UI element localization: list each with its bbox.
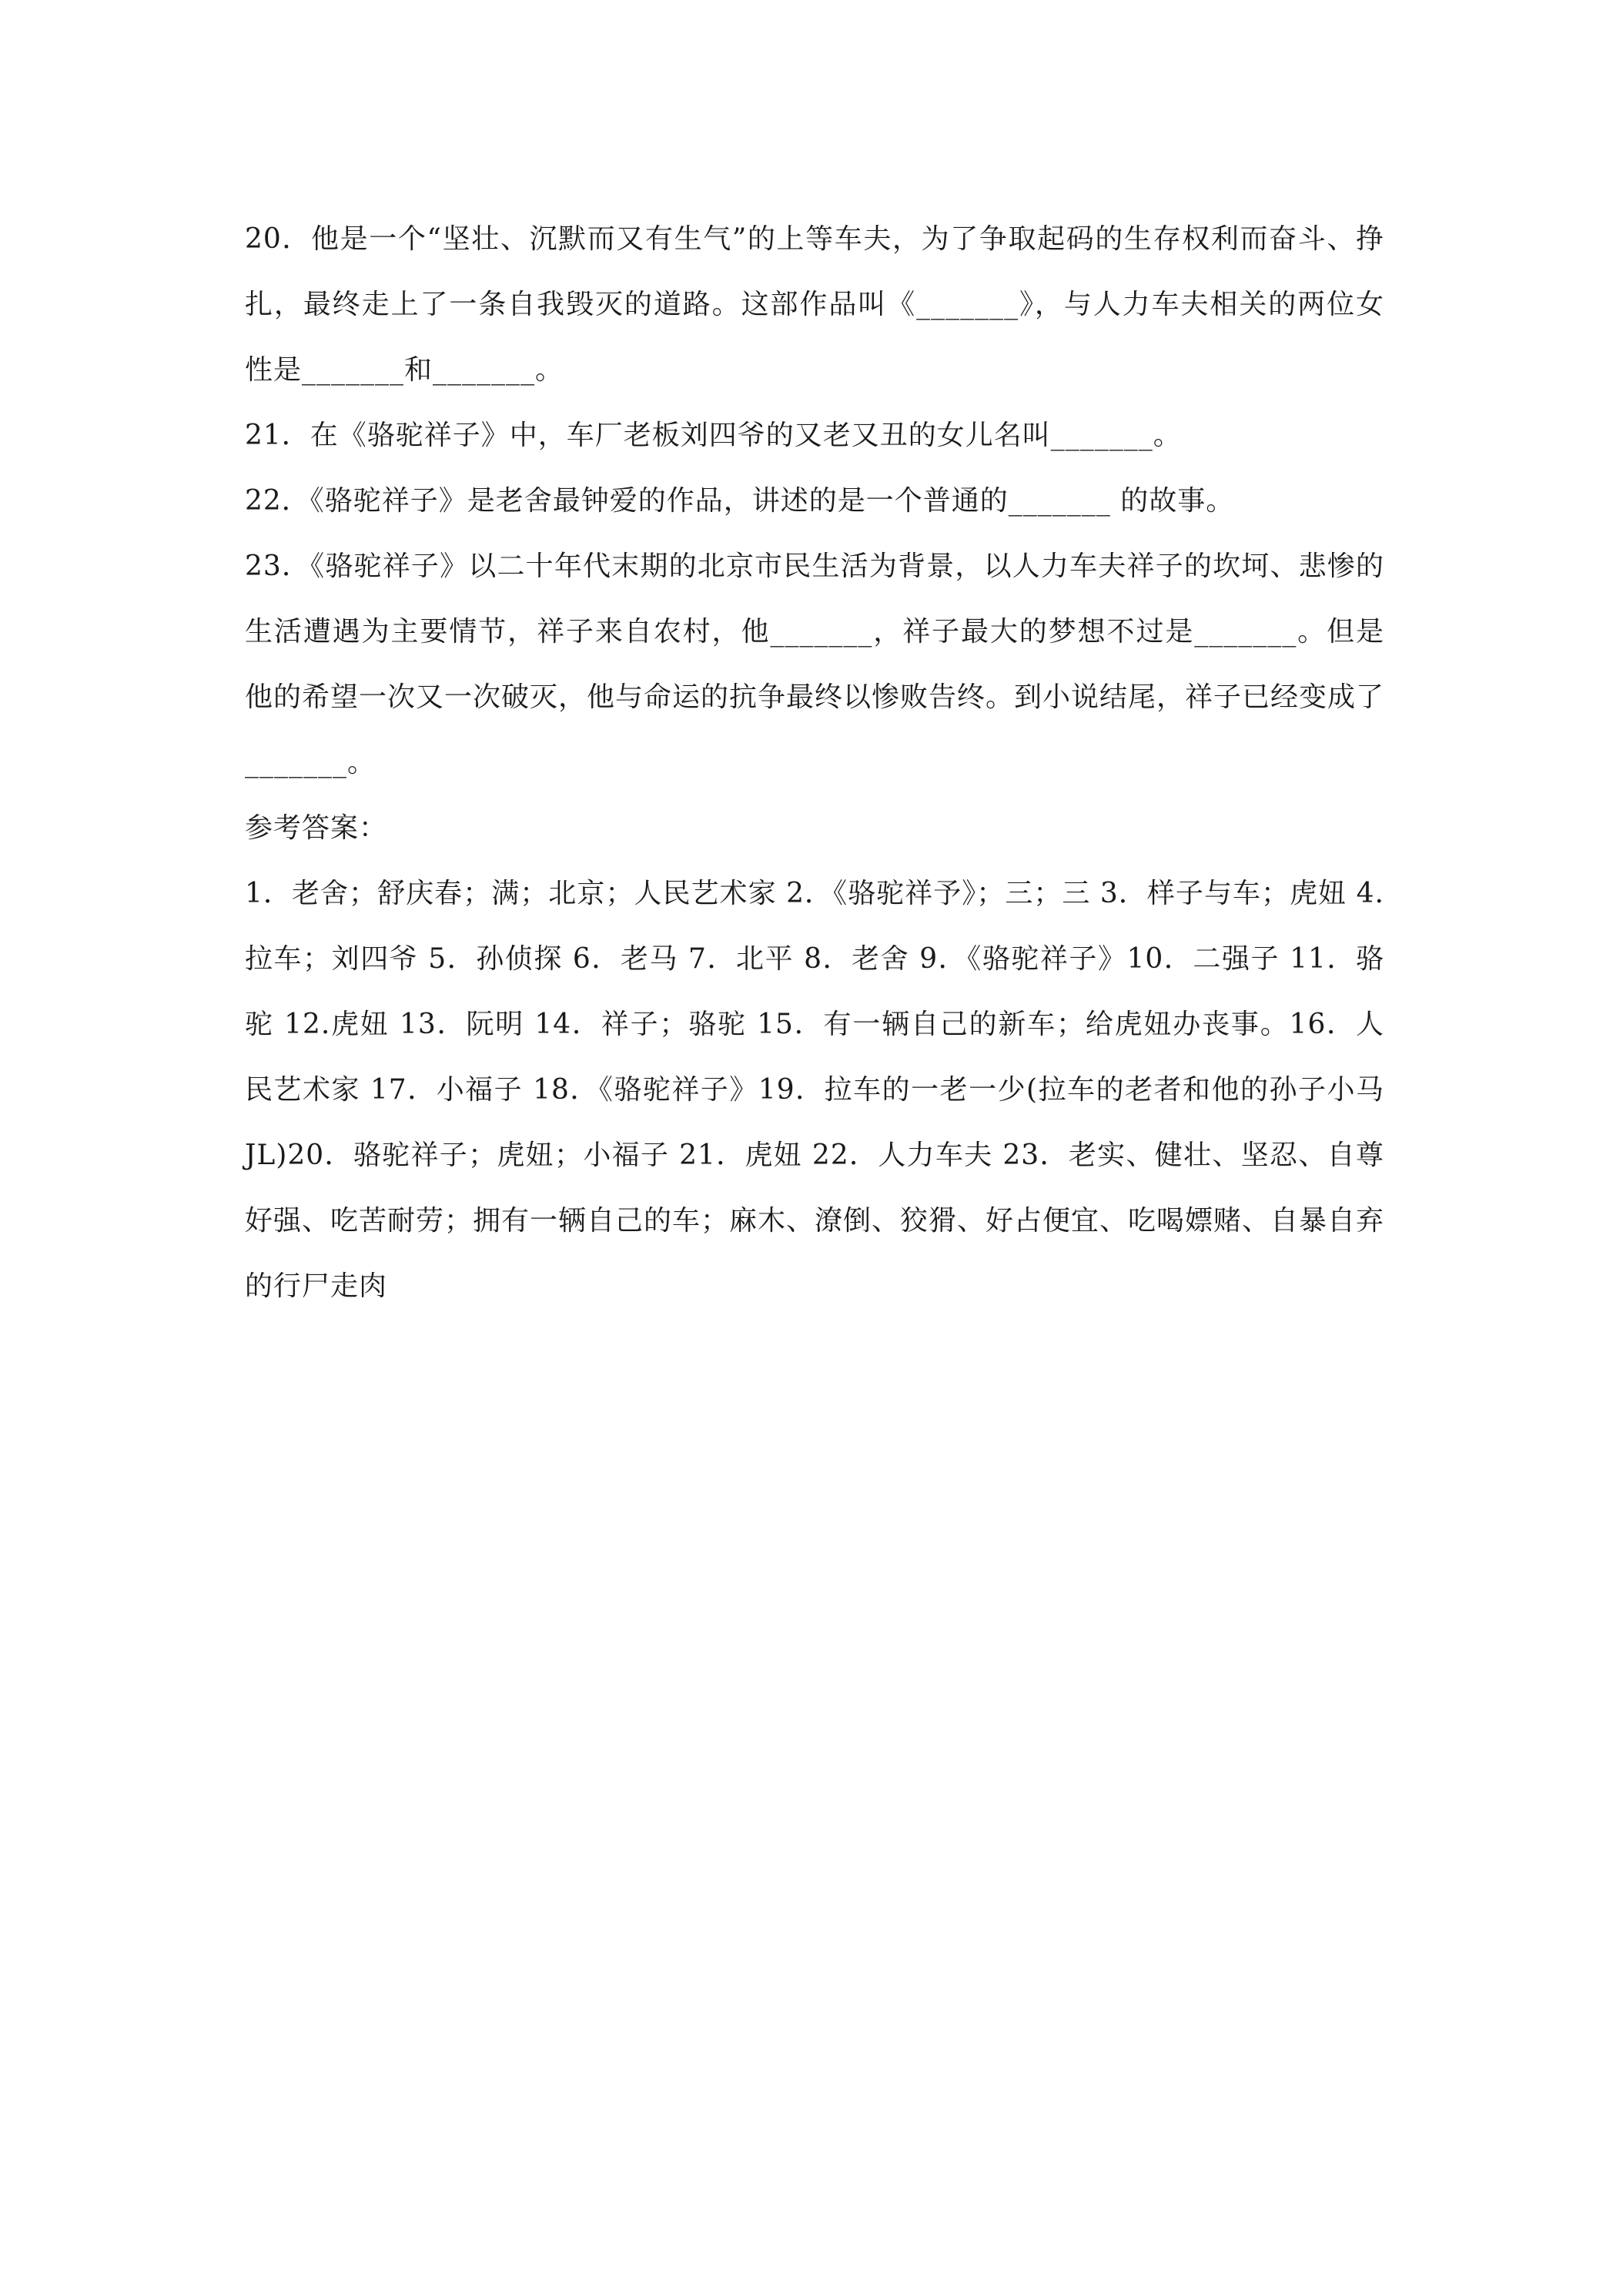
question-22: 22．《骆驼祥子》是老舍最钟爱的作品，讲述的是一个普通的_______ 的故事。 — [245, 485, 1235, 517]
document-body — [245, 206, 1384, 1319]
question-23: 23．《骆驼祥子》以二十年代末期的北京市民生活为背景，以人力车夫祥子的坎坷、悲惨的生活遭遇为主要情节，祥子来自农村，他_______，祥子最大的梦想不过是_______。但是他的希望一次又一次破灭，他与命运的抗争最终以惨败告终。到小说结尾，祥子已经变成了_______。 — [245, 551, 1385, 778]
question-21: 21．在《骆驼祥子》中，车厂老板刘四爷的又老又丑的女儿名叫_______。 — [245, 420, 1182, 451]
question-20: 20．他是一个“坚壮、沉默而又有生气”的上等车夫，为了争取起码的生存权利而奋斗、挣扎，最终走上了一条自我毁灭的道路。这部作品叫《_______》，与人力车夫相关的两位女性是_______和_______。 — [245, 223, 1384, 386]
answers-heading: 参考答案： — [245, 812, 388, 844]
answers-text: 1．老舍；舒庆春；满；北京；人民艺术家 2．《骆驼祥予》；三；三 3．样子与车；虎妞 4.拉车；刘四爷 5．孙侦探 6．老马 7．北平 8．老舍 9．《骆驼祥子》10．二强子 11．骆驼 12.虎妞 13．阮明 14．祥子；骆驼 15．有一辆自己的新车；给虎妞办丧事。16．人民艺术家 17．小福子 18．《骆驼祥子》19．拉车的一老一少(拉车的老者和他的孙子小马 JL)20．骆驼祥子；虎妞；小福子 21．虎妞 22．人力车夫 23．老实、健壮、坚忍、自尊好强、吃苦耐劳；拥有一辆自己的车；麻木、潦倒、狡猾、好占便宜、吃喝嫖赌、自暴自弃的行尸走肉 — [245, 878, 1385, 1302]
